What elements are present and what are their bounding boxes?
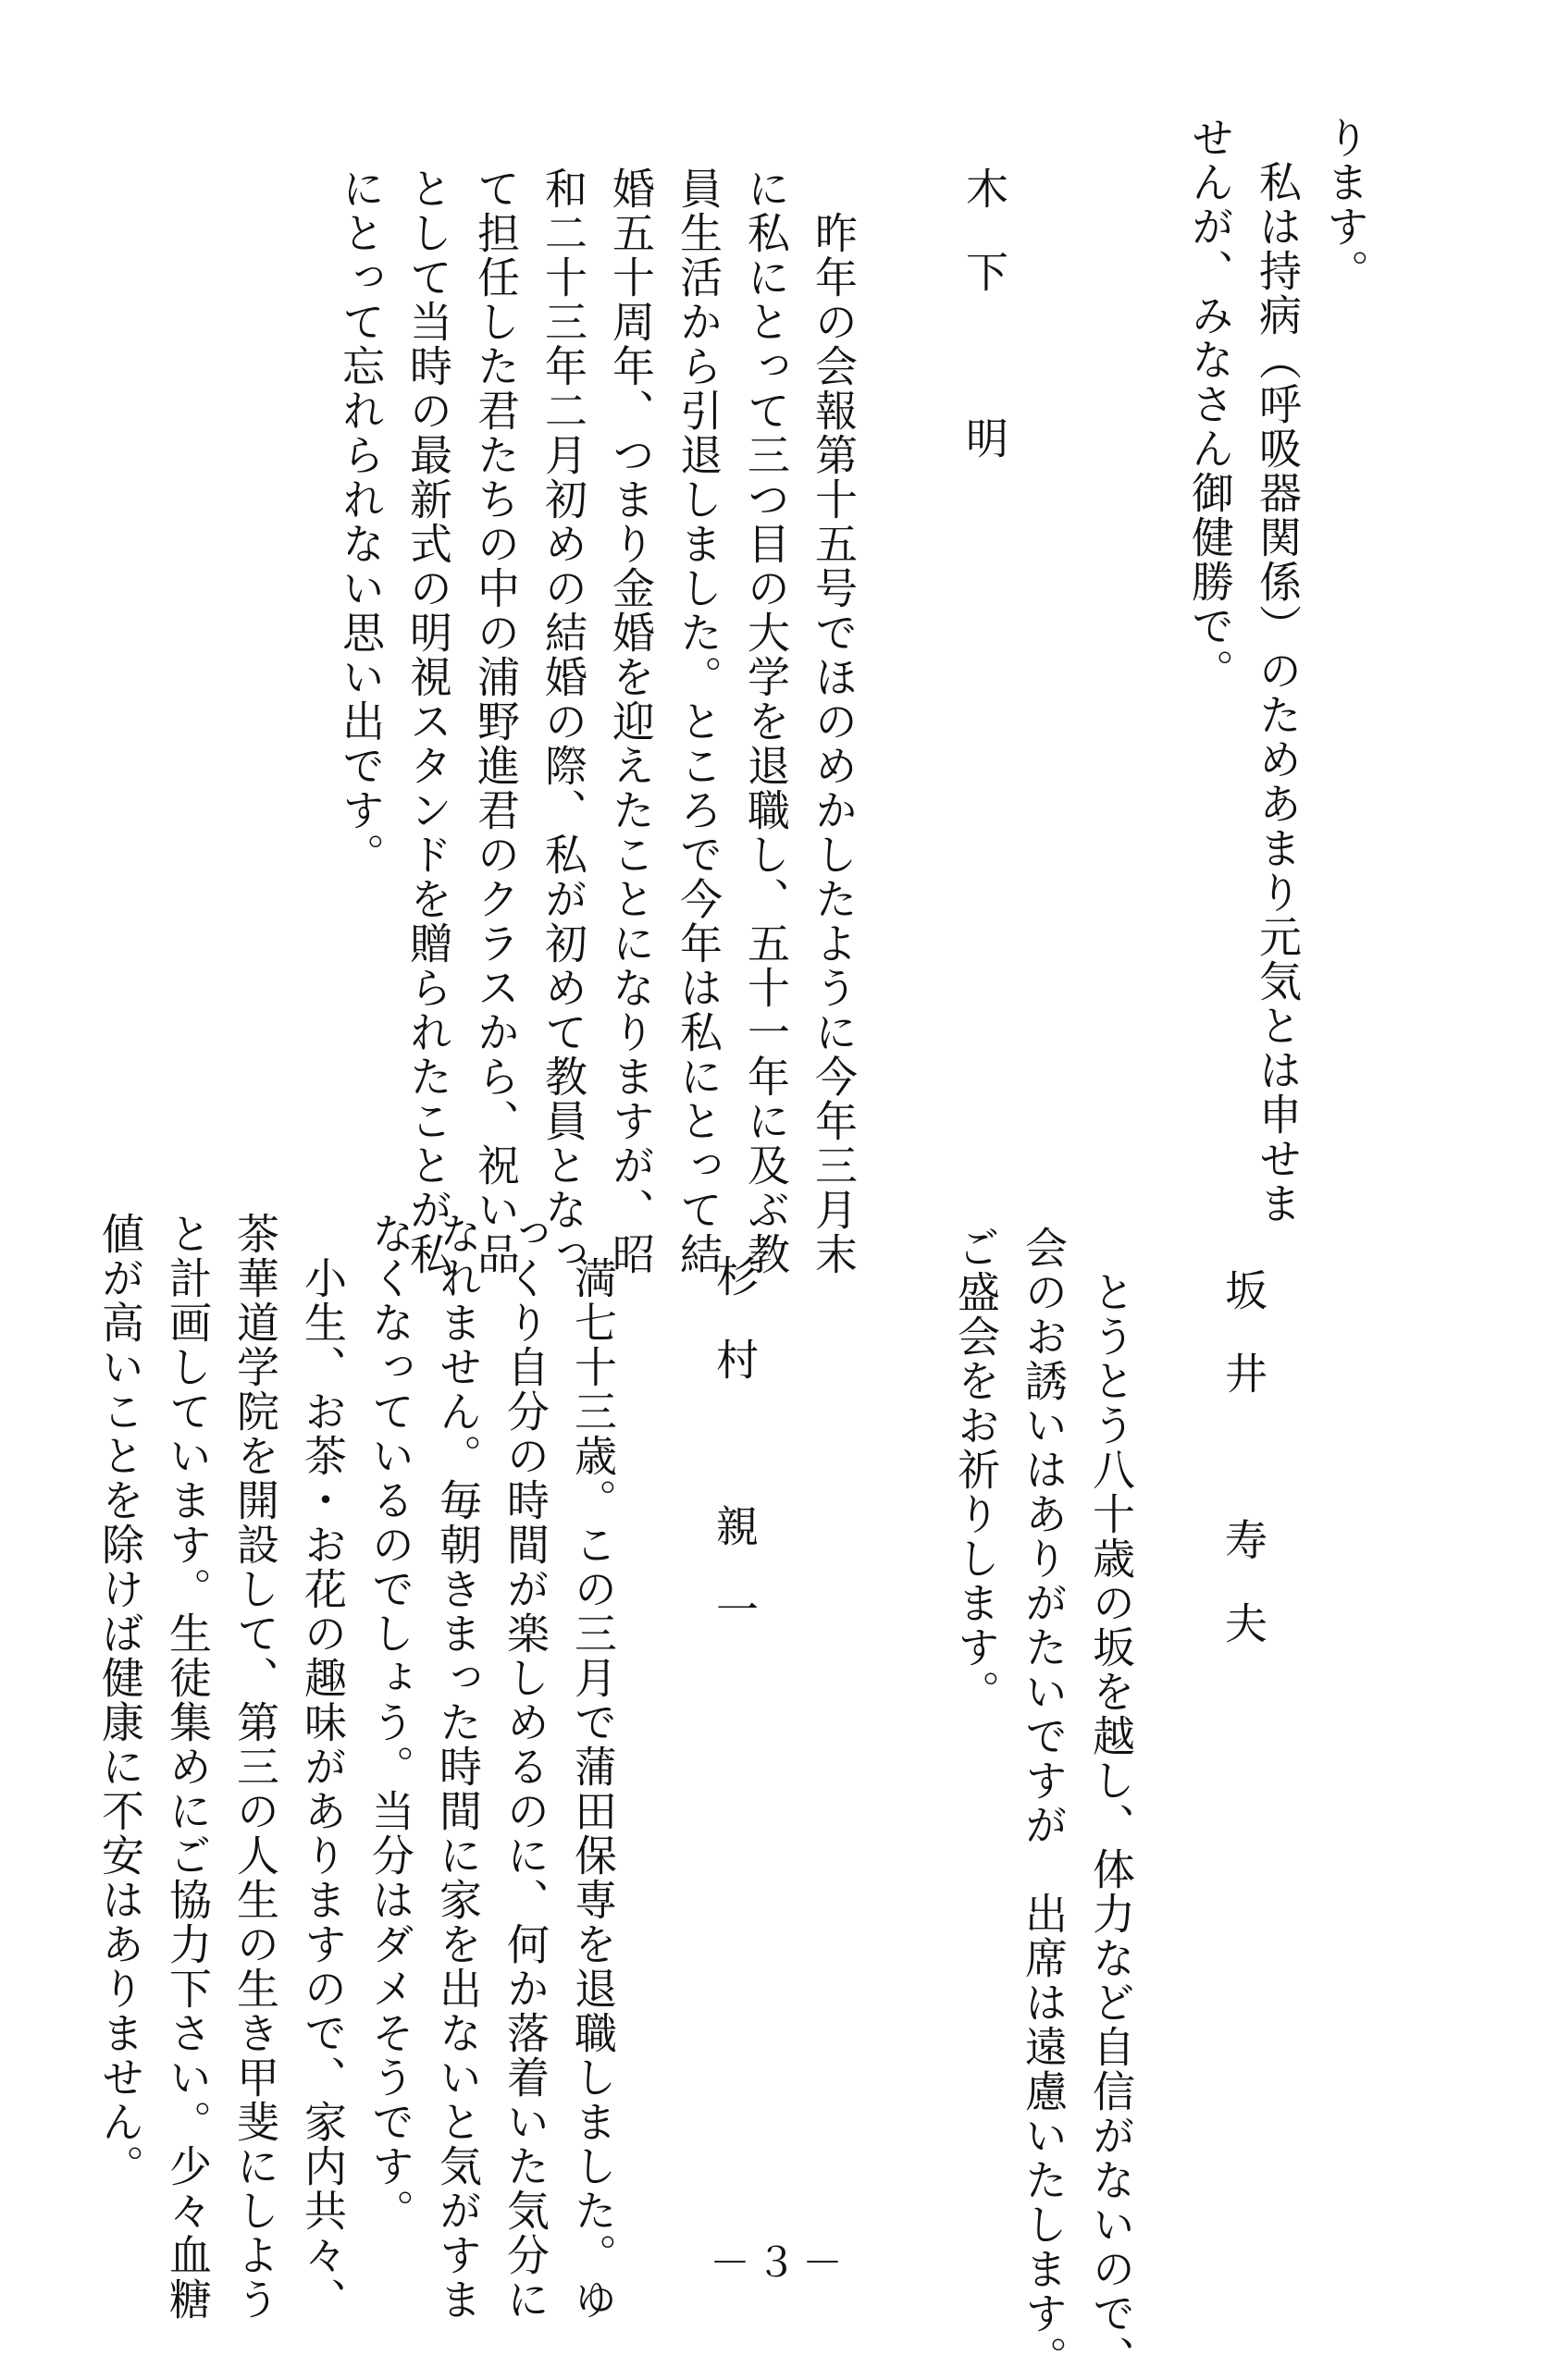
sugimura-message bbox=[95, 1212, 768, 2322]
message-line: 員生活から引退しました。ところで今年は私にとって結 bbox=[674, 166, 723, 1276]
message-line: 会のお誘いはありがたいですが 出席は遠慮いたします。 bbox=[1019, 1226, 1069, 2380]
message-line: 昨年の会報第十五号でほのめかしたように今年三月末 bbox=[809, 166, 859, 1276]
author-name: 杉村 親一 bbox=[710, 1254, 760, 1671]
message-line: 満七十三歳。この三月で蒲田保専を退職しました。ゆ bbox=[568, 1212, 618, 2322]
message-line: 婚五十周年、つまり金婚を迎えたことになりますが、昭 bbox=[606, 166, 656, 1276]
message-line: ります。 bbox=[1320, 116, 1370, 293]
message-line: て担任した君たちの中の浦野進君のクラスから、祝い品 bbox=[471, 166, 521, 1276]
author-name: 坂井 寿夫 bbox=[1218, 1268, 1268, 1684]
message-line: 私は持病（呼吸器関係）のためあまり元気とは申せま bbox=[1253, 116, 1303, 1226]
kinoshita-message bbox=[336, 166, 1018, 1276]
page-number: －３－ bbox=[710, 2239, 848, 2287]
message-line: なれません。毎朝きまった時間に家を出ないと気がすま bbox=[433, 1212, 483, 2322]
message-line: に私にとって三つ目の大学を退職し、五十一年に及ぶ教 bbox=[741, 166, 791, 1276]
message-line: とうとう八十歳の坂を越し、体力など自信がないので、 bbox=[1086, 1226, 1136, 2380]
sakai-message bbox=[951, 1226, 1277, 2380]
continued-message bbox=[1156, 116, 1379, 1226]
message-line: ご盛会をお祈りします。 bbox=[951, 1226, 1001, 1714]
message-line: と計画しています。生徒集めにご協力下さい。少々血糖 bbox=[163, 1212, 213, 2322]
message-line: なくなっているのでしょう。当分はダメそうです。 bbox=[365, 1212, 415, 2233]
message-line: 茶華道学院を開設して、第三の人生の生き甲斐にしよう bbox=[230, 1212, 280, 2322]
message-line: せんが、みなさん御健勝で。 bbox=[1185, 116, 1235, 693]
message-line: っくり自分の時間が楽しめるのに、何か落着いた気分に bbox=[501, 1212, 550, 2322]
message-line: にとって忘れられない思い出です。 bbox=[336, 166, 386, 877]
message-line: 小生、お茶・お花の趣味がありますので、家内共々、 bbox=[298, 1212, 348, 2322]
author-name: 木下 明 bbox=[959, 166, 1009, 499]
message-line: 値が高いことを除けば健康に不安はありません。 bbox=[95, 1212, 145, 2189]
message-line: として当時の最新式の明視スタンドを贈られたことが私 bbox=[403, 166, 453, 1276]
message-line: 和二十三年二月初めの結婚の際、私が初めて教員となっ bbox=[538, 166, 588, 1276]
